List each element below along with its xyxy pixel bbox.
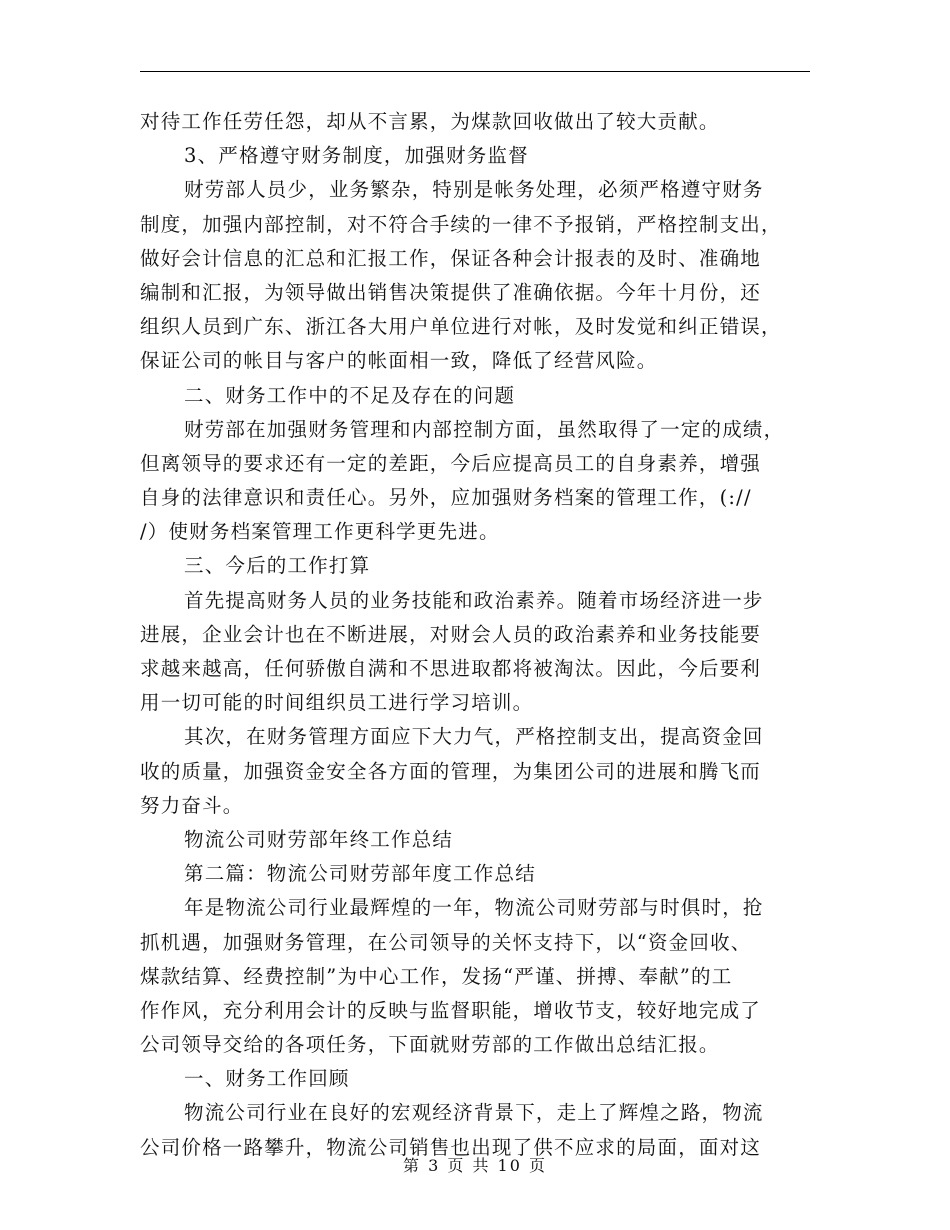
text-line: 财劳部在加强财务管理和内部控制方面，虽然取得了一定的成绩， (184, 417, 785, 441)
text-line: 抓机遇，加强财务管理，在公司领导的关怀支持下，以“资金回收、 (140, 930, 752, 954)
text-line: 一、财务工作回顾 (184, 1067, 350, 1091)
text-line: 做好会计信息的汇总和汇报工作，保证各种会计报表的及时、准确地 (140, 246, 762, 270)
text-line: 煤款结算、经费控制”为中心工作，发扬“严谨、拼搏、奉献”的工 (140, 964, 733, 988)
text-line: 但离领导的要求还有一定的差距，今后应提高员工的自身素养，增强 (140, 451, 762, 475)
text-line: 进展，企业会计也在不断进展，对财会人员的政治素养和业务技能要 (140, 622, 762, 646)
text-line: 二、财务工作中的不足及存在的问题 (184, 383, 516, 407)
text-line: 努力奋斗。 (140, 793, 244, 817)
text-line: 制度，加强内部控制，对不符合手续的一律不予报销，严格控制支出， (140, 212, 782, 236)
text-line: 编制和汇报，为领导做出销售决策提供了准确依据。今年十月份，还 (140, 280, 762, 304)
document-body (140, 105, 810, 1165)
text-line: 其次，在财务管理方面应下大力气，严格控制支出，提高资金回 (184, 725, 764, 749)
text-line: 首先提高财务人员的业务技能和政治素养。随着市场经济进一步 (184, 588, 764, 612)
text-line: /）使财务档案管理工作更科学更先进。 (140, 520, 500, 544)
text-line: 年是物流公司行业最辉煌的一年，物流公司财劳部与时俱时，抢 (184, 896, 764, 920)
page-footer: 第 3 页 共 10 页 (403, 1156, 547, 1175)
text-line: 财劳部人员少，业务繁杂，特别是帐务处理，必须严格遵守财务 (184, 178, 764, 202)
text-line: 用一切可能的时间组织员工进行学习培训。 (140, 691, 534, 715)
text-line: 三、今后的工作打算 (184, 554, 371, 578)
text-line: 组织人员到广东、浙江各大用户单位进行对帐，及时发觉和纠正错误， (140, 315, 782, 339)
text-line: 公司价格一路攀升，物流公司销售也出现了供不应求的局面，面对这 (140, 1135, 762, 1159)
text-line: 自身的法律意识和责任心。另外，应加强财务档案的管理工作，(:// (140, 486, 752, 510)
text-line: 第二篇：物流公司财劳部年度工作总结 (184, 862, 536, 886)
text-line: 作作风，充分利用会计的反映与监督职能，增收节支，较好地完成了 (140, 998, 762, 1022)
header-rule (140, 71, 810, 72)
text-line: 物流公司财劳部年终工作总结 (184, 827, 454, 851)
text-line: 求越来越高，任何骄傲自满和不思进取都将被淘汰。因此，今后要利 (140, 657, 762, 680)
text-line: 保证公司的帐目与客户的帐面相一致，降低了经营风险。 (140, 349, 658, 373)
text-line: 对待工作任劳任怨，却从不言累，为煤款回收做出了较大贡献。 (140, 110, 720, 133)
text-line: 物流公司行业在良好的宏观经济背景下，走上了辉煌之路，物流 (184, 1101, 764, 1125)
text-line: 公司领导交给的各项任务，下面就财劳部的工作做出总结汇报。 (140, 1033, 720, 1057)
text-line: 收的质量，加强资金安全各方面的管理，为集团公司的进展和腾飞而 (140, 759, 762, 783)
text-line: 3、严格遵守财务制度，加强财务监督 (184, 144, 529, 168)
